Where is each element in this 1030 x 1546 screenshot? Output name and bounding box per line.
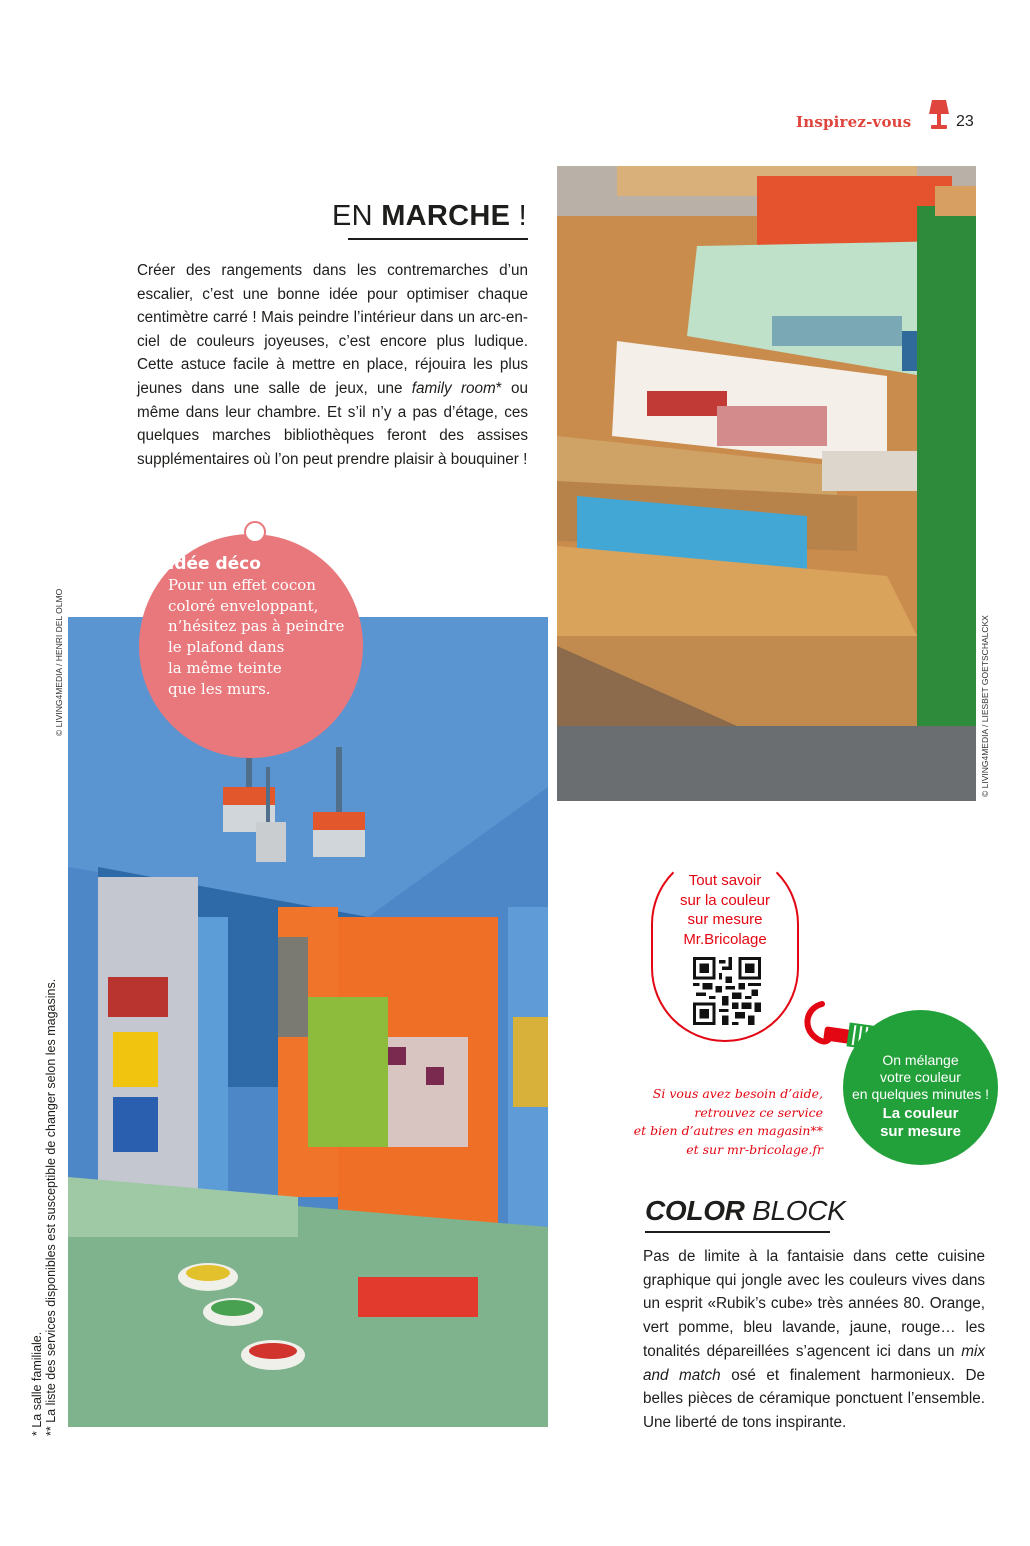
qr-line: Tout savoir <box>688 872 762 889</box>
page-number: 23 <box>956 113 974 130</box>
stairs-bookshelf-photo <box>557 166 976 801</box>
title-underline <box>645 1231 830 1233</box>
badge-strong-line: sur mesure <box>880 1123 961 1140</box>
badge-dot-icon <box>244 521 266 543</box>
lamp-icon <box>928 98 950 130</box>
title-bold: COLOR <box>645 1195 745 1226</box>
title-underline <box>348 238 528 240</box>
idea-line: la même teinte <box>168 658 282 677</box>
section-title-color-block <box>645 1195 846 1227</box>
badge-text <box>843 1052 998 1103</box>
photo-credit-stairs: © LIVING4MEDIA / LIESBET GOETSCHALCKX <box>980 615 990 797</box>
article-paragraph-stairs <box>137 259 528 471</box>
paragraph-text: Créer des rangements dans les contremarches d’un escalier, c’est une bonne idée pour optimiser chaque centimètre carré ! Mais peindre l’intérieur dans un arc-en-ciel de couleurs joyeuses, c’est encore plus ludique. Cette astuce facile à mettre en place, réjouira les plus jeunes dans une salle de jeux, une <box>137 262 528 397</box>
qr-caption <box>660 871 790 949</box>
title-light: BLOCK <box>744 1195 846 1226</box>
help-line: et sur mr-bricolage.fr <box>686 1141 823 1157</box>
photo-credit-kitchen: © LIVING4MEDIA / HENRI DEL OLMO <box>54 588 64 736</box>
qr-code-icon[interactable] <box>693 957 761 1025</box>
footnotes <box>30 979 58 1436</box>
idea-line: le plafond dans <box>168 638 285 657</box>
service-help-text <box>588 1085 823 1159</box>
idea-text <box>168 575 368 699</box>
footnote-2: ** La liste des services disponibles est susceptible de changer selon les magasins. <box>44 978 58 1436</box>
badge-headline <box>843 1105 998 1141</box>
qr-line: sur mesure <box>687 911 763 928</box>
paragraph-text: Pas de limite à la fantaisie dans cette cuisine graphique qui jongle avec les couleurs vives dans un esprit «Rubik’s cube» très années 80. Orange, vert pomme, bleu lavande, jaune, rouge… les tonalités dépareillées s’agencent ici dans un <box>643 1248 985 1360</box>
paragraph-text: * ou même dans leur chambre. Et s’il n’y a pas d’étage, ces quelques marches bibliothèques feront des assises supplémentaires où l’on peut prendre plaisir à bouquiner ! <box>137 379 529 468</box>
badge-line: On mélange <box>882 1052 959 1068</box>
idea-title: Idée déco <box>168 554 261 574</box>
idea-line: n’hésitez pas à peindre <box>168 617 345 636</box>
idea-line: coloré enveloppant, <box>168 596 319 615</box>
title-end: ! <box>510 200 527 232</box>
badge-line: en quelques minutes ! <box>852 1086 989 1102</box>
paragraph-italic: mix and match <box>643 1342 985 1384</box>
badge-line: votre couleur <box>880 1069 961 1085</box>
help-line: Si vous avez besoin d’aide, <box>652 1086 823 1101</box>
section-label: Inspirez-vous <box>796 113 912 131</box>
badge-strong-line: La couleur <box>882 1105 959 1122</box>
footnote-1: * La salle familiale. <box>30 1331 44 1436</box>
title-light: EN <box>331 200 373 232</box>
qr-line: sur la couleur <box>679 891 771 909</box>
help-line: retrouvez ce service <box>694 1104 823 1120</box>
section-title-en-marche <box>332 200 527 233</box>
paragraph-italic: family room <box>411 379 496 397</box>
idea-line: que les murs. <box>168 679 271 698</box>
qr-line: Mr.Bricolage <box>683 930 767 948</box>
article-paragraph-kitchen <box>643 1245 985 1435</box>
title-bold: MARCHE <box>381 200 511 232</box>
help-line: et bien d’autres en magasin** <box>633 1123 823 1138</box>
idea-line: Pour un effet cocon <box>168 576 316 594</box>
paragraph-text: osé et finalement harmonieux. De belles pièces de céramique ponctuent l’ensemble. Une liberté de tons inspirante. <box>643 1366 985 1431</box>
